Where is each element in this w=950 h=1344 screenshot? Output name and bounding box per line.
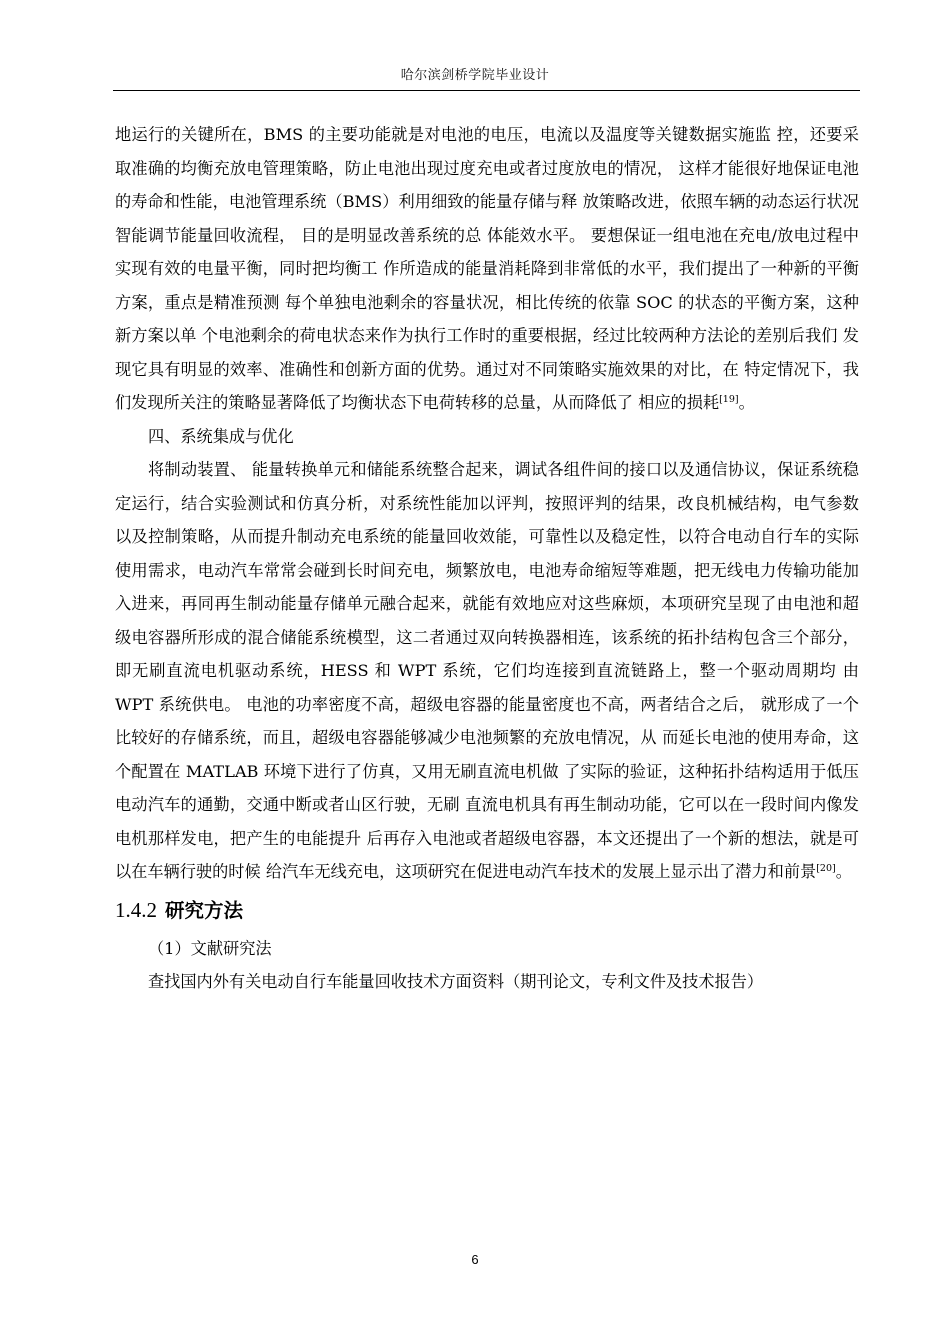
citation-ref: [20] <box>816 863 836 874</box>
paragraph-text: 将制动装置、 能量转换单元和储能系统整合起来，调试各组件间的接口以及通信协议，保证系统稳定运行，结合实验测试和仿真分析，对系统性能加以评判，按照评判的结果，改良机械结构，电气参数以及控制策略，从而提升制动充电系统的能量回收效能，可靠性以及稳定性，以符合电动自行车的实际使用需求，电动汽车常常会碰到长时间充电，频繁放电，电池寿命缩短等难题，把无线电力传输功能加入进来，再同再生制动能量存储单元融合起来，就能有效地应对这些麻烦，本项研究呈现了由电池和超级电容器所形成的混合储能系统模型，这二者通过双向转换器相连，该系统的拓扑结构包含三个部分，即无刷直流电机驱动系统，HESS 和 WPT 系统，它们均连接到直流链路上，整一个驱动周期均 由 WPT 系统供电。 电池的功率密度不高，超级电容器的能量密度也不高，两者结合之后， 就形成了一个比较好的存储系统，而且，超级电容器能够减少电池频繁的充放电情况，从 而延长电池的使用寿命，这个配置在 MATLAB 环境下进行了仿真，又用无刷直流电机做 了实际的验证，这种拓扑结构适用于低压电动汽车的通勤，交通中断或者山区行驶，无刷 直流电机具有再生制动功能，它可以在一段时间内像发电机那样发电，把产生的电能提升 后再存入电池或者超级电容器，本文还提出了一个新的想法，就是可以在车辆行驶的时候 给汽车无线充电，这项研究在促进电动汽车技术的发展上显示出了潜力和前景 <box>115 460 859 881</box>
paragraph-literature-research: 查找国内外有关电动自行车能量回收技术方面资料（期刊论文，专利文件及技术报告） <box>148 972 764 991</box>
subheading-system-integration: 四、系统集成与优化 <box>148 426 294 446</box>
page-number: 6 <box>471 1252 479 1267</box>
page-header-title: 哈尔滨剑桥学院毕业设计 <box>400 68 550 83</box>
paragraph-end: 。 <box>835 862 852 881</box>
paragraph-text: 地运行的关键所在，BMS 的主要功能就是对电池的电压，电流以及温度等关键数据实施监 控，还要采取准确的均衡充放电管理策略，防止电池出现过度充电或者过度放电的情况， 这样才能很好地保证电池的寿命和性能，电池管理系统（BMS）利用细致的能量存储与释 放策略改进，依照车辆的动态运行状况智能调节能量回收流程， 目的是明显改善系统的总 体能效水平。 要想保证一组电池在充电/放电过程中实现有效的电量平衡，同时把均衡工 作所造成的能量消耗降到非常低的水平，我们提出了一种新的平衡方案，重点是精准预测 每个单独电池剩余的容量状况，相比传统的依靠 SOC 的状态的平衡方案，这种新方案以单 个电池剩余的荷电状态来作为执行工作时的重要根据，经过比较两种方法论的差别后我们 发现它具有明显的效率、准确性和创新方面的优势。通过对不同策略实施效果的对比，在 特定情况下，我们发现所关注的策略显著降低了均衡状态下电荷转移的总量，从而降低了 相应的损耗 <box>115 125 859 412</box>
section-title: 研究方法 <box>165 898 244 922</box>
document-body <box>115 118 859 999</box>
paragraph-system-integration <box>115 453 859 889</box>
section-number: 1.4.2 <box>115 897 157 922</box>
paragraph-bms-balancing <box>115 118 859 420</box>
paragraph-end: 。 <box>738 393 755 412</box>
section-heading-research-methods <box>115 889 859 932</box>
subheading-literature-research: （1）文献研究法 <box>148 938 272 958</box>
header-divider <box>113 90 860 91</box>
citation-ref: [19] <box>719 394 739 405</box>
